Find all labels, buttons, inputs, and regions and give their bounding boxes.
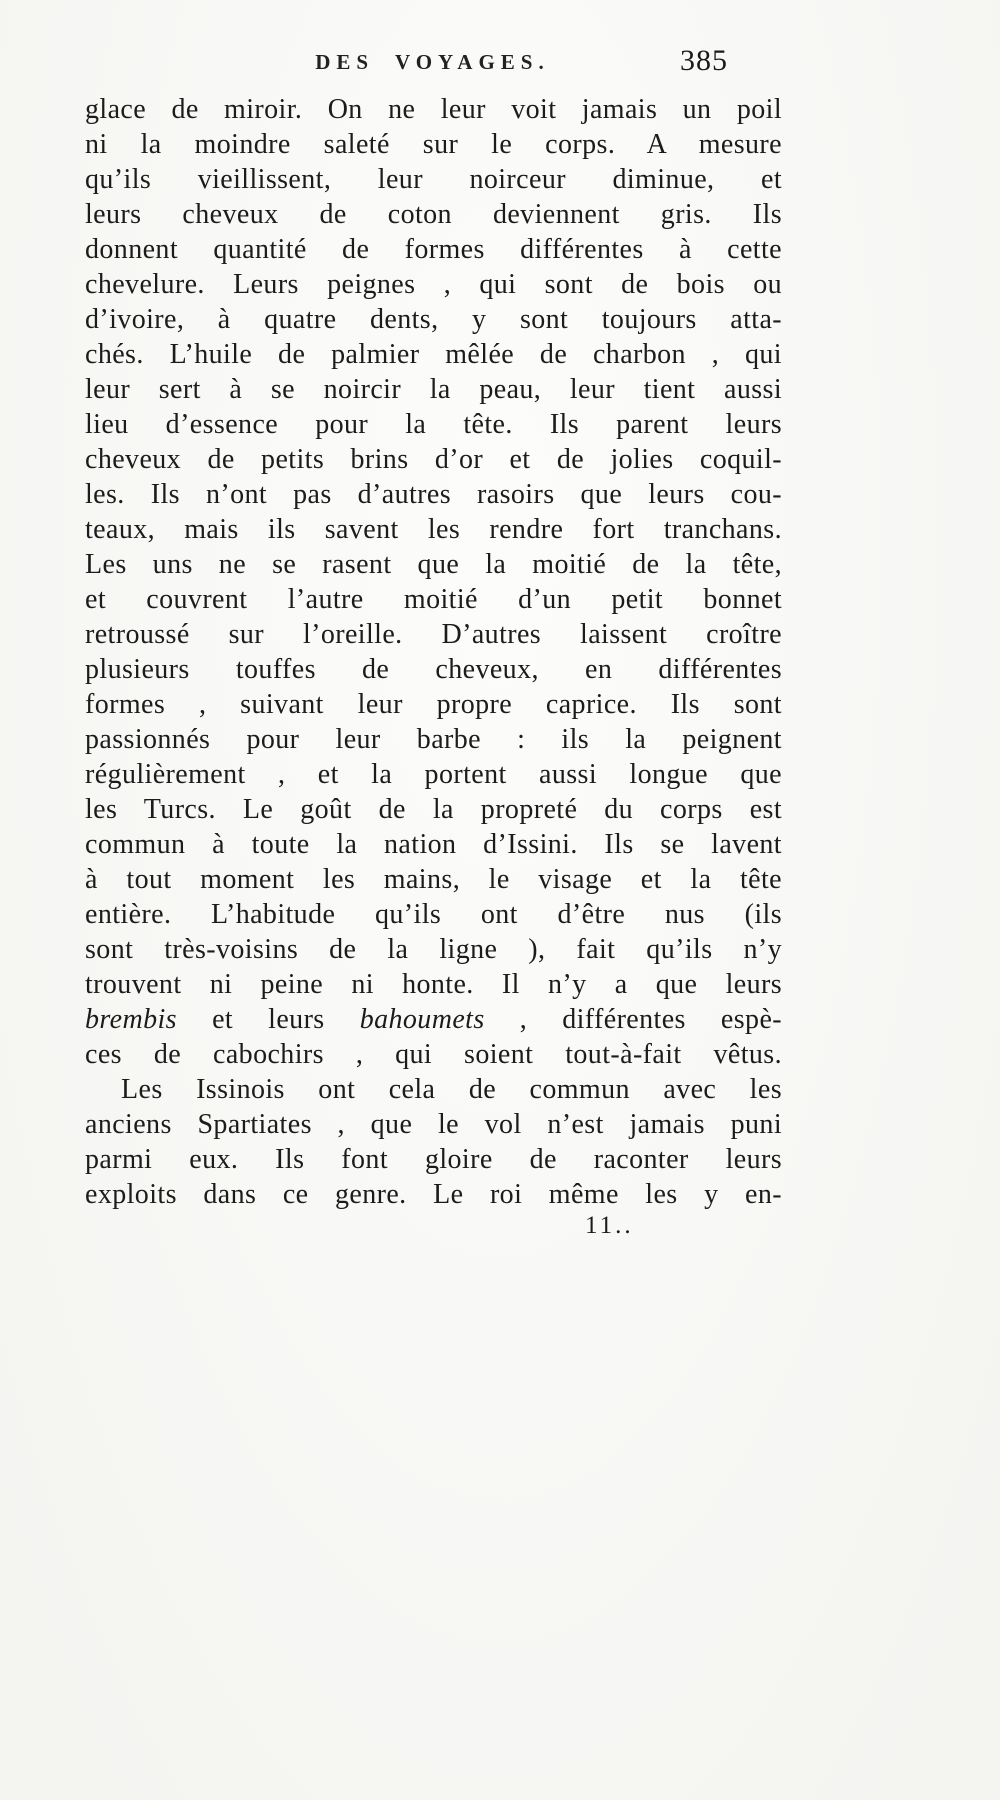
text-line: Les Issinois ont cela de commun avec les: [121, 1074, 782, 1105]
text-line: donnent quantité de formes différentes à cette: [85, 234, 782, 265]
text-line: formes , suivant leur propre caprice. Ils sont: [85, 689, 782, 720]
text-line: teaux, mais ils savent les rendre fort tranchans.: [85, 514, 782, 545]
text-line: régulièrement , et la portent aussi longue que: [85, 759, 782, 790]
text-line: exploits dans ce genre. Le roi même les y en-: [85, 1179, 782, 1210]
text-line: entière. L’habitude qu’ils ont d’être nus (ils: [85, 899, 782, 930]
text-line: retroussé sur l’oreille. D’autres laissent croître: [85, 619, 782, 650]
page-number: 385: [680, 44, 728, 77]
text-line: commun à toute la nation d’Issini. Ils se lavent: [85, 829, 782, 860]
text-line: qu’ils vieillissent, leur noirceur diminue, et: [85, 164, 782, 195]
running-title: DES VOYAGES.: [315, 50, 550, 74]
text-line: chés. L’huile de palmier mêlée de charbon , qui: [85, 339, 782, 370]
signature-mark: 11..: [585, 1212, 634, 1239]
text-line: d’ivoire, à quatre dents, y sont toujours atta-: [85, 304, 782, 335]
text-line: plusieurs touffes de cheveux, en différentes: [85, 654, 782, 685]
text-line: leurs cheveux de coton deviennent gris. Ils: [85, 199, 782, 230]
text-segment: , différentes espè-: [484, 1004, 782, 1035]
text-line: à tout moment les mains, le visage et la tête: [85, 864, 782, 895]
text-segment: et leurs: [176, 1004, 360, 1035]
text-line: anciens Spartiates , que le vol n’est jamais puni: [85, 1109, 782, 1140]
text-line: lieu d’essence pour la tête. Ils parent leurs: [85, 409, 782, 440]
text-line: glace de miroir. On ne leur voit jamais un poil: [85, 94, 782, 125]
text-line: passionnés pour leur barbe : ils la peignent: [85, 724, 782, 755]
text-line: ces de cabochirs , qui soient tout-à-fait vêtus.: [85, 1039, 782, 1070]
text-line: ni la moindre saleté sur le corps. A mesure: [85, 129, 782, 160]
text-line: Les uns ne se rasent que la moitié de la tête,: [85, 549, 782, 580]
italic-text: bahoumets: [359, 1004, 485, 1035]
text-line: et couvrent l’autre moitié d’un petit bonnet: [85, 584, 782, 615]
page-header: [85, 44, 780, 88]
text-line: les Turcs. Le goût de la propreté du corps est: [85, 794, 782, 825]
text-line: parmi eux. Ils font gloire de raconter leurs: [85, 1144, 782, 1175]
text-line: trouvent ni peine ni honte. Il n’y a que leurs: [85, 969, 782, 1000]
text-line: [85, 1002, 782, 1037]
text-line: les. Ils n’ont pas d’autres rasoirs que leurs cou-: [85, 479, 782, 510]
text-line: cheveux de petits brins d’or et de jolies coquil-: [85, 444, 782, 475]
text-line: leur sert à se noircir la peau, leur tient aussi: [85, 374, 782, 405]
text-line: sont très-voisins de la ligne ), fait qu’ils n’y: [85, 934, 782, 965]
text-block: [85, 92, 782, 1212]
italic-text: brembis: [85, 1004, 177, 1035]
text-line: chevelure. Leurs peignes , qui sont de bois ou: [85, 269, 782, 300]
